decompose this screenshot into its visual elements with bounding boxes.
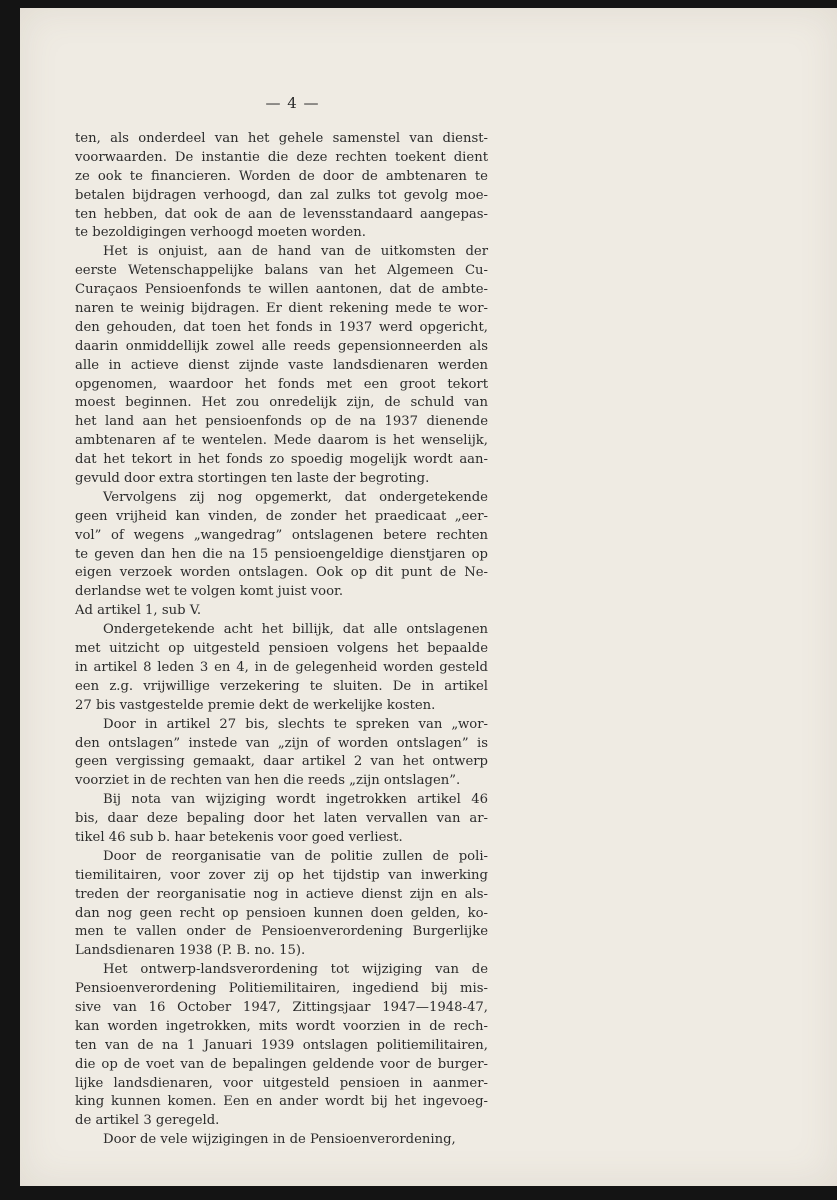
text-line: Ad artikel 1, sub V. xyxy=(75,603,202,619)
text-line: ze ook te financieren. Worden de door de ambtenaren te xyxy=(75,168,488,184)
paragraph xyxy=(75,716,488,792)
text-line: Ondergetekende acht het billijk, dat alle ontslagenen xyxy=(103,622,488,638)
text-line: Het ontwerp-landsverordening tot wijziging van de xyxy=(103,962,488,978)
body-text xyxy=(75,130,488,1150)
text-line: eerste Wetenschappelijke balans van het Algemeen Cu- xyxy=(75,263,488,279)
text-line: te bezoldigingen verhoogd moeten worden. xyxy=(75,225,366,241)
page-number: — 4 — xyxy=(265,94,320,112)
text-line: vol” of wegens „wangedrag” ontslagenen betere rechten xyxy=(75,527,488,543)
text-line: die op de voet van de bepalingen geldende voor de burger- xyxy=(75,1056,488,1072)
text-line: naren te weinig bijdragen. Er dient rekening mede te wor- xyxy=(75,301,488,317)
text-line: geen vergissing gemaakt, daar artikel 2 van het ontwerp xyxy=(75,754,488,770)
text-line: king kunnen komen. Een en ander wordt bij het ingevoeg- xyxy=(75,1094,488,1110)
paragraph xyxy=(75,848,488,961)
paragraph xyxy=(75,489,488,602)
text-line: lijke landsdienaren, voor uitgesteld pensioen in aanmer- xyxy=(75,1075,488,1091)
text-line: voorziet in de rechten van hen die reeds „zijn ontslagen”. xyxy=(75,773,461,789)
text-line: Vervolgens zij nog opgemerkt, dat ondergetekende xyxy=(103,489,488,505)
document-page xyxy=(20,8,837,1186)
text-line: eigen verzoek worden ontslagen. Ook op dit punt de Ne- xyxy=(75,565,488,581)
text-line: Door de reorganisatie van de politie zullen de poli- xyxy=(103,848,488,864)
text-line: tikel 46 sub b. haar betekenis voor goed verliest. xyxy=(75,829,403,845)
text-line: alle in actieve dienst zijnde vaste landsdienaren werden xyxy=(75,357,488,373)
text-line: kan worden ingetrokken, mits wordt voorzien in de rech- xyxy=(75,1018,488,1034)
text-line: ten hebben, dat ook de aan de levensstandaard aangepas- xyxy=(75,206,488,222)
text-line: Door de vele wijzigingen in de Pensioenverordening, xyxy=(103,1132,456,1148)
text-line: dat het tekort in het fonds zo spoedig mogelijk wordt aan- xyxy=(75,452,488,468)
text-line: ambtenaren af te wentelen. Mede daarom is het wenselijk, xyxy=(75,433,488,449)
text-line: ten van de na 1 Januari 1939 ontslagen politiemilitairen, xyxy=(75,1037,488,1053)
text-line: het land aan het pensioenfonds op de na 1937 dienende xyxy=(75,414,488,430)
text-line: gevuld door extra stortingen ten laste der begroting. xyxy=(75,471,430,487)
text-line: Bij nota van wijziging wordt ingetrokken artikel 46 xyxy=(103,792,488,808)
text-line: sive van 16 October 1947, Zittingsjaar 1947—1948-47, xyxy=(75,999,488,1015)
paragraph xyxy=(75,791,488,848)
text-line: voorwaarden. De instantie die deze rechten toekent dient xyxy=(75,149,488,165)
paragraph xyxy=(75,243,488,489)
text-line: de artikel 3 geregeld. xyxy=(75,1113,220,1129)
text-line: Door in artikel 27 bis, slechts te spreken van „wor- xyxy=(103,716,488,732)
text-line: te geven dan hen die na 15 pensioengeldige dienstjaren op xyxy=(75,546,488,562)
paragraph xyxy=(75,961,488,1131)
text-line: dan nog geen recht op pensioen kunnen doen gelden, ko- xyxy=(75,905,488,921)
text-line: Curaçaos Pensioenfonds te willen aantonen, dat de ambte- xyxy=(75,282,488,298)
text-line: ten, als onderdeel van het gehele samenstel van dienst- xyxy=(75,131,488,146)
text-line: men te vallen onder de Pensioenverordening Burgerlijke xyxy=(75,924,488,940)
text-line: Pensioenverordening Politiemilitairen, ingediend bij mis- xyxy=(75,981,488,997)
text-line: 27 bis vastgestelde premie dekt de werkelijke kosten. xyxy=(75,697,436,713)
paragraph xyxy=(75,602,488,621)
text-line: den ontslagen” instede van „zijn of worden ontslagen” is xyxy=(75,735,488,751)
text-line: met uitzicht op uitgesteld pensioen volgens het bepaalde xyxy=(75,641,488,657)
text-line: moest beginnen. Het zou onredelijk zijn, de schuld van xyxy=(75,395,488,411)
text-line: treden der reorganisatie nog in actieve dienst zijn en als- xyxy=(75,886,488,902)
text-line: den gehouden, dat toen het fonds in 1937 werd opgericht, xyxy=(75,319,488,335)
text-line: geen vrijheid kan vinden, de zonder het praedicaat „eer- xyxy=(75,508,488,524)
text-line: een z.g. vrijwillige verzekering te sluiten. De in artikel xyxy=(75,678,488,694)
text-line: daarin onmiddellijk zowel alle reeds gepensionneerden als xyxy=(75,338,488,354)
text-line: Landsdienaren 1938 (P. B. no. 15). xyxy=(75,943,306,959)
paragraph xyxy=(75,130,488,243)
text-line: tiemilitairen, voor zover zij op het tijdstip van inwerking xyxy=(75,867,488,883)
text-line: opgenomen, waardoor het fonds met een groot tekort xyxy=(75,376,488,392)
text-line: Het is onjuist, aan de hand van de uitkomsten der xyxy=(103,244,488,260)
text-line: bis, daar deze bepaling door het laten vervallen van ar- xyxy=(75,811,488,827)
text-line: derlandse wet te volgen komt juist voor. xyxy=(75,584,344,600)
paragraph xyxy=(75,1131,488,1150)
text-line: betalen bijdragen verhoogd, dan zal zulks tot gevolg moe- xyxy=(75,187,488,203)
paragraph xyxy=(75,621,488,715)
text-line: in artikel 8 leden 3 en 4, in de gelegenheid worden gesteld xyxy=(75,659,488,675)
